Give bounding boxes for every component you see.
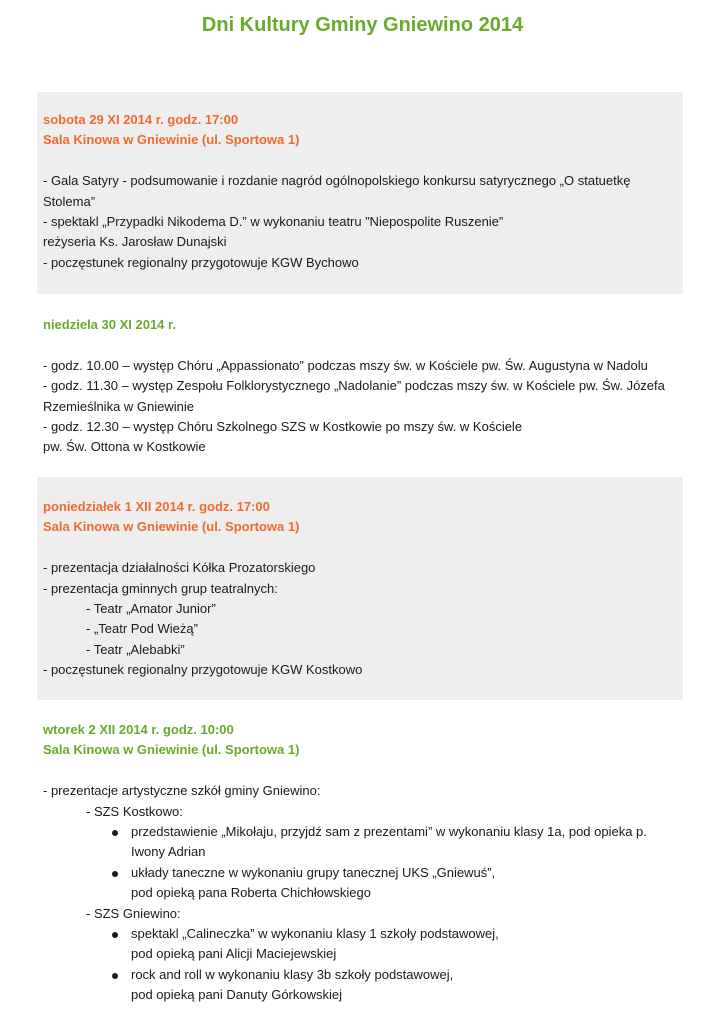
event-date: wtorek 2 XII 2014 r. godz. 10:00 bbox=[43, 722, 234, 737]
program-line: Rzemieślnika w Gniewinie bbox=[43, 398, 194, 414]
program-line: - godz. 10.00 – występ Chóru „Appassionato” podczas mszy św. w Kościele pw. Św. Augustyna w Nadolu bbox=[43, 357, 648, 373]
bullet-item: rock and roll w wykonaniu klasy 3b szkoły podstawowej, bbox=[43, 965, 677, 985]
event-venue: Sala Kinowa w Gniewinie (ul. Sportowa 1) bbox=[43, 519, 300, 535]
bullet-icon bbox=[112, 830, 118, 836]
bullet-item: przedstawienie „Mikołaju, przyjdź sam z prezentami” w wykonaniu klasy 1a, pod opieka p. bbox=[43, 822, 677, 842]
event-monday bbox=[37, 477, 683, 700]
bullet-continuation: pod opieką pani Alicji Maciejewskiej bbox=[131, 946, 337, 962]
event-date: sobota 29 XI 2014 r. godz. 17:00 bbox=[43, 112, 239, 127]
event-date: poniedziałek 1 XII 2014 r. godz. 17:00 bbox=[43, 499, 270, 514]
page-title: Dni Kultury Gminy Gniewino 2014 bbox=[201, 14, 524, 36]
program-line: Stolema” bbox=[43, 193, 96, 209]
program-line: - prezentacja gminnych grup teatralnych: bbox=[43, 580, 278, 596]
bullet-continuation: pod opieką pana Roberta Chichłowskiego bbox=[131, 885, 371, 901]
bullet-continuation: pod opieką pani Danuty Górkowskiej bbox=[131, 987, 343, 1003]
event-date: niedziela 30 XI 2014 r. bbox=[43, 317, 176, 332]
program-line: - godz. 12.30 – występ Chóru Szkolnego SZS w Kostkowie po mszy św. w Kościele bbox=[43, 419, 523, 435]
bullet-icon bbox=[112, 871, 118, 877]
event-sunday bbox=[37, 315, 683, 465]
event-tuesday bbox=[37, 720, 683, 1024]
bullet-icon bbox=[112, 932, 118, 938]
bullet-item: spektakl „Calineczka” w wykonaniu klasy 1 szkoły podstawowej, bbox=[43, 924, 677, 944]
program-line: - spektakl „Przypadki Nikodema D.” w wykonaniu teatru ”Niepospolite Ruszenie” bbox=[43, 214, 504, 230]
bullet-item: układy taneczne w wykonaniu grupy tanecznej UKS „Gniewuś”, bbox=[43, 863, 677, 883]
event-venue: Sala Kinowa w Gniewinie (ul. Sportowa 1) bbox=[43, 742, 300, 758]
program-line: - poczęstunek regionalny przygotowuje KGW Kostkowo bbox=[43, 662, 363, 678]
theatre-item: - Teatr „Alebabki” bbox=[86, 641, 185, 657]
bullet-icon bbox=[112, 973, 118, 979]
event-saturday bbox=[37, 92, 683, 294]
theatre-item: - „Teatr Pod Wieżą” bbox=[86, 621, 198, 637]
program-line: reżyseria Ks. Jarosław Dunajski bbox=[43, 234, 227, 250]
program-line: pw. Św. Ottona w Kostkowie bbox=[43, 439, 206, 455]
event-venue: Sala Kinowa w Gniewinie (ul. Sportowa 1) bbox=[43, 132, 300, 148]
school-heading: - SZS Gniewino: bbox=[86, 905, 181, 921]
school-heading: - SZS Kostkowo: bbox=[86, 803, 183, 819]
program-line: - Gala Satyry - podsumowanie i rozdanie nagród ogólnopolskiego konkursu satyrycznego „O statuetkę bbox=[43, 173, 631, 189]
bullet-continuation: Iwony Adrian bbox=[131, 844, 206, 860]
theatre-item: - Teatr „Amator Junior” bbox=[86, 601, 216, 617]
program-line: - poczęstunek regionalny przygotowuje KGW Bychowo bbox=[43, 254, 359, 270]
program-line: - godz. 11.30 – występ Zespołu Folklorystycznego „Nadolanie” podczas mszy św. w Kościele pw. Św. Józefa bbox=[43, 378, 665, 394]
program-line: - prezentacje artystyczne szkół gminy Gniewino: bbox=[43, 783, 321, 799]
program-line: - prezentacja działalności Kółka Prozatorskiego bbox=[43, 560, 316, 576]
